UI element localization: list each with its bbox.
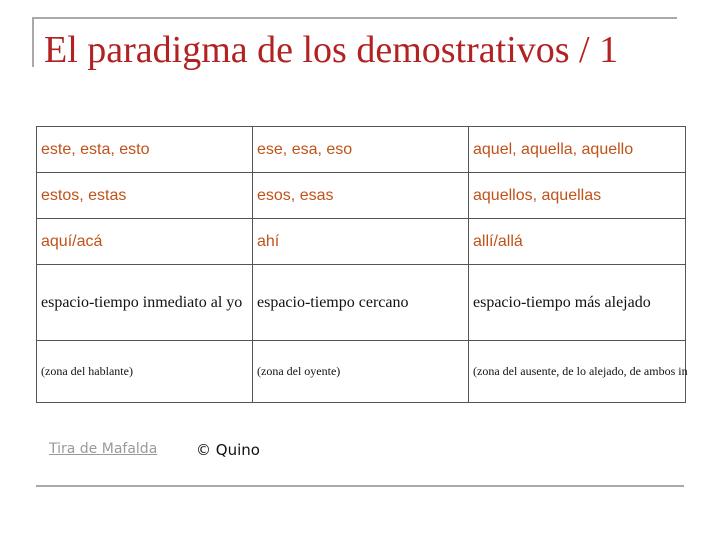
table-cell: (zona del hablante) — [37, 341, 253, 403]
bottom-rule — [36, 485, 684, 487]
table-cell: allí/allá — [469, 219, 686, 265]
table-row — [37, 173, 686, 219]
table-cell: aquí/acá — [37, 219, 253, 265]
demonstratives-table — [36, 126, 686, 403]
table-cell: aquellos, aquellas — [469, 173, 686, 219]
frame-top-rule — [32, 17, 677, 19]
table-row — [37, 127, 686, 173]
table-cell: espacio-tiempo más alejado — [469, 265, 686, 341]
copyright-text: © Quino — [196, 441, 260, 459]
mafalda-strip-link[interactable]: Tira de Mafalda — [49, 441, 158, 457]
table-row — [37, 341, 686, 403]
table-cell: esos, esas — [253, 173, 469, 219]
slide-title: El paradigma de los demostrativos / 1 — [44, 29, 619, 71]
table-cell: (zona del ausente, de lo alejado, de ambos in — [469, 341, 686, 403]
frame-left-rule — [32, 17, 34, 67]
table-cell: espacio-tiempo cercano — [253, 265, 469, 341]
table-cell: este, esta, esto — [37, 127, 253, 173]
table-cell: ese, esa, eso — [253, 127, 469, 173]
table-cell: aquel, aquella, aquello — [469, 127, 686, 173]
table-row — [37, 265, 686, 341]
table-row — [37, 219, 686, 265]
table-cell: espacio-tiempo inmediato al yo — [37, 265, 253, 341]
table-cell: estos, estas — [37, 173, 253, 219]
table-cell: (zona del oyente) — [253, 341, 469, 403]
table-cell: ahí — [253, 219, 469, 265]
